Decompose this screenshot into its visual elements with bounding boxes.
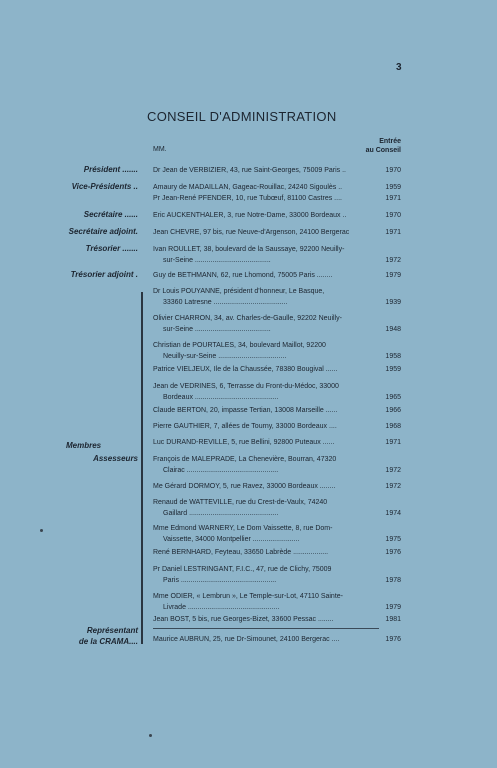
- entry-vedrines: Jean de VEDRINES, 6, Terrasse du Front-du-Médoc, 33000 Bordeaux ........................................... 1965: [153, 383, 401, 401]
- role-tresorier-adjoint: Trésorier adjoint .: [70, 270, 138, 279]
- entry-madaillan: Amaury de MADAILLAN, Gageac-Rouillac, 24240 Sigoulès .. 1959: [153, 184, 401, 191]
- entry-dormoy: Me Gérard DORMOY, 5, rue Ravez, 33000 Bordeaux ........ 1972: [153, 483, 401, 490]
- entry-bernhard: René BERNHARD, Feyteau, 33650 Labrède .................. 1976: [153, 549, 401, 556]
- header-au-conseil: au Conseil: [365, 147, 401, 154]
- entry-bethmann: Guy de BETHMANN, 62, rue Lhomond, 75005 Paris ........ 1979: [153, 272, 401, 279]
- entry-warnery: Mme Edmond WARNERY, Le Dom Vaissette, 8, rue Dom- Vaissette, 34000 Montpellier ........................ 1975: [153, 525, 401, 543]
- role-vice-presidents: Vice-Présidents ..: [71, 182, 138, 191]
- entry-charron: Olivier CHARRON, 34, av. Charles-de-Gaulle, 92202 Neuilly- sur-Seine ....................................... 1948: [153, 315, 401, 333]
- paper-speck: [149, 734, 152, 737]
- entry-pfender: Pr Jean-René PFENDER, 10, rue Tubœuf, 81100 Castres .... 1971: [153, 195, 401, 202]
- entry-chevre: Jean CHEVRE, 97 bis, rue Neuve-d'Argenson, 24100 Bergerac 1971: [153, 229, 401, 236]
- role-tresorier: Trésorier .......: [85, 244, 138, 253]
- entry-vieljeux: Patrice VIELJEUX, Ile de la Chaussée, 78380 Bougival ...... 1959: [153, 366, 401, 373]
- separator-line: [153, 628, 379, 629]
- role-president: Président .......: [83, 165, 138, 174]
- header-entree: Entrée: [379, 138, 401, 145]
- paper-speck: [40, 529, 43, 532]
- entry-auckenthaler: Eric AUCKENTHALER, 3, rue Notre-Dame, 33000 Bordeaux .. 1970: [153, 212, 401, 219]
- entry-pourtales: Christian de POURTALES, 34, boulevard Maillot, 92200 Neuilly-sur-Seine ................................... 1958: [153, 342, 401, 360]
- entry-verbizier: Dr Jean de VERBIZIER, 43, rue Saint-Georges, 75009 Paris .. 1970: [153, 167, 401, 174]
- role-de-la-crama: de la CRAMA....: [78, 637, 138, 646]
- entry-date-header: [366, 137, 401, 155]
- entry-bost: Jean BOST, 5 bis, rue Georges-Bizet, 33600 Pessac ........ 1981: [153, 616, 401, 623]
- entry-lestringant: Pr Daniel LESTRINGANT, F.I.C., 47, rue de Clichy, 75009 Paris ................................................. 1978: [153, 566, 401, 584]
- role-assesseurs: Assesseurs: [93, 454, 138, 463]
- role-secretaire: Secrétaire ......: [83, 210, 138, 219]
- entry-watteville: Renaud de WATTEVILLE, rue du Crest-de-Vaulx, 74240 Gaillard .............................................. 1974: [153, 499, 401, 517]
- entry-pouyanne: Dr Louis POUYANNE, président d'honneur, Le Basque, 33360 Latresne ...................................... 1939: [153, 288, 401, 306]
- mm-label: MM.: [153, 146, 167, 153]
- entry-odier: Mme ODIER, « Lembrun », Le Temple-sur-Lot, 47110 Sainte- Livrade ............................................... 1979: [153, 593, 401, 611]
- entry-aubrun: Maurice AUBRUN, 25, rue Dr-Simounet, 24100 Bergerac .... 1976: [153, 636, 401, 643]
- entry-roullet: Ivan ROULLET, 38, boulevard de la Saussaye, 92200 Neuilly- sur-Seine ....................................... 1972: [153, 246, 401, 264]
- page-number: 3: [396, 62, 402, 73]
- entry-gauthier: Pierre GAUTHIER, 7, allées de Tourny, 33000 Bordeaux .... 1968: [153, 423, 401, 430]
- assesseurs-brace: [141, 292, 143, 644]
- page-title: CONSEIL D'ADMINISTRATION: [147, 109, 337, 124]
- role-secretaire-adjoint: Secrétaire adjoint.: [68, 227, 138, 236]
- role-membres: Membres: [66, 441, 102, 450]
- entry-maleprade: François de MALEPRADE, La Chenevière, Bourran, 47320 Clairac ............................................... 1972: [153, 456, 401, 474]
- entry-durand-reville: Luc DURAND-REVILLE, 5, rue Bellini, 92800 Puteaux ...... 1971: [153, 439, 401, 446]
- entry-berton: Claude BERTON, 20, impasse Tertian, 13008 Marseille ...... 1966: [153, 407, 401, 414]
- role-representant: Représentant: [86, 626, 138, 635]
